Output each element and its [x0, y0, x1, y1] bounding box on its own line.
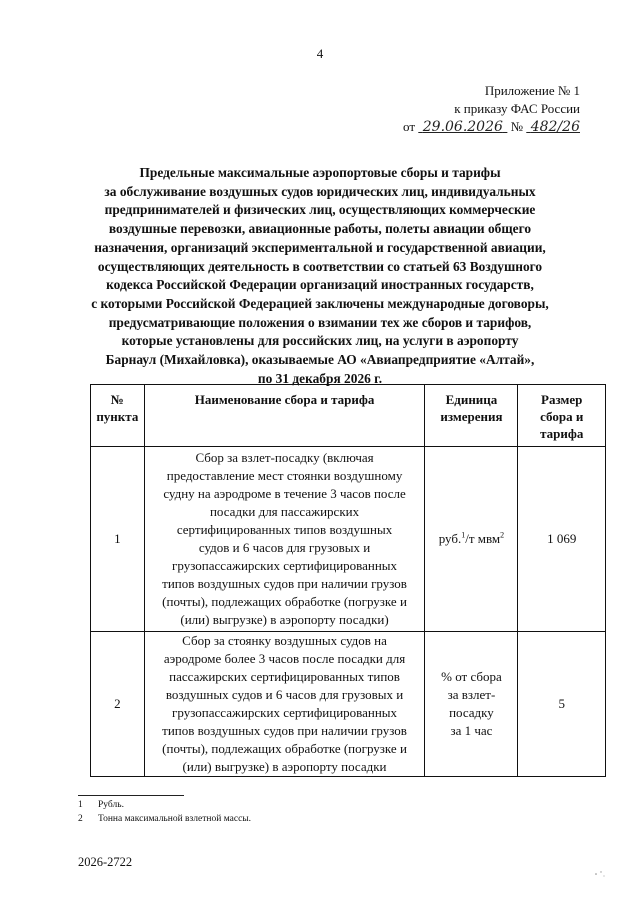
footnote-mark: 2 [78, 814, 83, 824]
header-number: № пункта [91, 385, 145, 447]
appendix-date-line [380, 118, 580, 136]
handwritten-date: 29.06.2026 [422, 119, 503, 135]
footnote-mark: 1 [78, 800, 83, 810]
document-code: 2026-2722 [78, 855, 133, 869]
appendix-order: к приказу ФАС России [454, 101, 580, 116]
row-unit: руб.$^1$/т мвм$^2$ [425, 447, 518, 632]
row-description: Сбор за взлет-посадку (включая предоставление мест стоянки воздушному судну на аэродроме в течение 3 часов после посадки для пассажирских сертифицированных типов воздушных судов и 6 часов для грузовых и грузопассажирских сертифицированных типов воздушных судов при наличии грузов (почты), подлежащих обработке (погрузке и (или) выгрузке) в аэропорту посадки) [144, 447, 425, 632]
footnote-divider [78, 795, 184, 796]
number-prefix: № [510, 119, 524, 134]
footnote-text: Рубль. [98, 800, 124, 810]
title-line: назначения, организаций экспериментальной и государственной авиации, [94, 239, 546, 255]
title-line: кодекса Российской Федерации организаций иностранных государств, [106, 277, 534, 293]
row-unit: % от сбора за взлет- посадку за 1 час [425, 632, 518, 777]
handwritten-number: 482/26 [530, 119, 580, 135]
footnote [78, 814, 251, 824]
appendix-header [380, 82, 580, 136]
scan-speck-icon [592, 865, 608, 881]
row-value: 5 [518, 632, 606, 777]
table-row [91, 632, 606, 777]
title-line: осуществляющих деятельность в соответствии со статьей 63 Воздушного [97, 258, 543, 274]
title-line: за обслуживание воздушных судов юридических лиц, индивидуальных [104, 183, 536, 199]
date-prefix: от [403, 119, 416, 134]
title-line: Барнаул (Михайловка), оказываемые АО «Авиапредприятие «Алтай», [105, 352, 535, 368]
title-line: с которыми Российской Федерацией заключены международные договоры, [91, 295, 549, 311]
header-value: Размер сбора и тарифа [518, 385, 606, 447]
tariffs-table [90, 384, 606, 777]
title-line: воздушные перевозки, авиационные работы, полеты авиации общего [108, 221, 532, 237]
footnote [78, 800, 124, 810]
document-title [80, 164, 560, 388]
row-value: 1 069 [518, 447, 606, 632]
row-description: Сбор за стоянку воздушных судов на аэродроме более 3 часов после посадки для пассажирских сертифицированных типов воздушных судов и 6 часов для грузовых и грузопассажирских сертифицированных типов воздушных судов при наличии грузов (почты), подлежащих обработке (погрузке и (или) выгрузке) в аэропорту посадки [144, 632, 425, 777]
title-line: предпринимателей и физических лиц, осуществляющих коммерческие [104, 202, 536, 218]
title-line: предусматривающие положения о взимании тех же сборов и тарифов, [108, 314, 532, 330]
table-row [91, 447, 606, 632]
header-name: Наименование сбора и тарифа [144, 385, 425, 447]
title-line: Предельные максимальные аэропортовые сборы и тарифы [139, 165, 501, 180]
table-header-row [91, 385, 606, 447]
footnote-text: Тонна максимальной взлетной массы. [98, 814, 252, 824]
row-number: 1 [91, 447, 145, 632]
title-line: которые установлены для российских лиц, на услуги в аэропорту [121, 333, 519, 349]
page-number: 4 [316, 46, 324, 61]
title-line: по 31 декабря 2026 г. [257, 370, 383, 386]
row-number: 2 [91, 632, 145, 777]
header-unit: Единица измерения [425, 385, 518, 447]
appendix-title: Приложение № 1 [484, 83, 580, 98]
